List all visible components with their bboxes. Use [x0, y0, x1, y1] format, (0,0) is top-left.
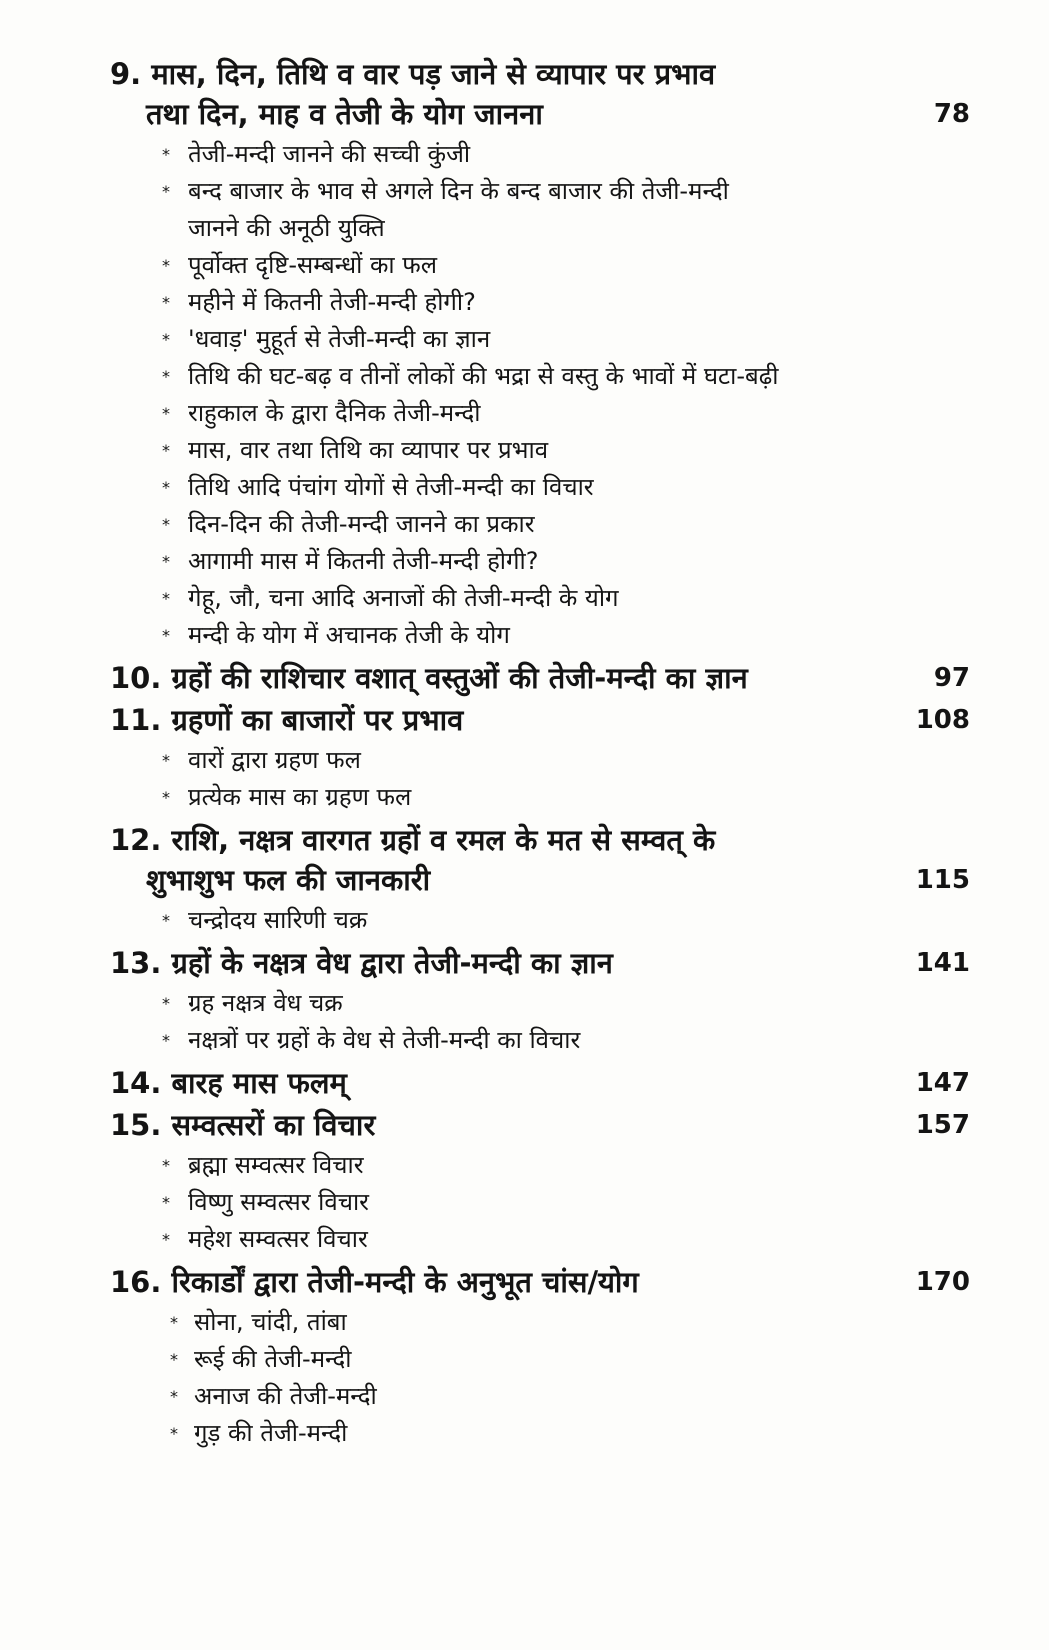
- chapter-number: 13.: [110, 946, 162, 980]
- bullet-star-icon: *: [162, 293, 170, 312]
- chapter-title-line: [110, 943, 970, 983]
- chapter-number: 10.: [110, 661, 162, 695]
- toc-entry: [110, 943, 970, 1059]
- chapter-title-text: बारह मास फलम्: [171, 1066, 347, 1100]
- chapter-heading[interactable]: [110, 943, 970, 983]
- subtopic-item[interactable]: [110, 1022, 970, 1059]
- bullet-star-icon: *: [162, 751, 170, 770]
- subtopic-item[interactable]: [110, 543, 970, 580]
- page-number: 115: [915, 865, 970, 895]
- bullet-star-icon: *: [162, 552, 170, 571]
- subtopic-item[interactable]: [110, 779, 970, 816]
- subtopic-item[interactable]: [110, 902, 970, 939]
- bullet-star-icon: *: [162, 626, 170, 645]
- chapter-number: 12.: [110, 823, 162, 857]
- page-number: 141: [915, 948, 970, 978]
- subtopic-text: गेहू, जौ, चना आदि अनाजों की तेजी-मन्दी के योग: [188, 584, 619, 612]
- subtopic-item[interactable]: [110, 1378, 970, 1415]
- chapter-heading[interactable]: [110, 1105, 970, 1145]
- chapter-title-text: ग्रहों के नक्षत्र वेध द्वारा तेजी-मन्दी का ज्ञान: [171, 946, 613, 980]
- subtopic-item[interactable]: [110, 321, 970, 358]
- subtopic-item[interactable]: [110, 1184, 970, 1221]
- subtopic-text: विष्णु सम्वत्सर विचार: [188, 1188, 370, 1216]
- chapter-number: 16.: [110, 1265, 162, 1299]
- subtopic-list: [110, 902, 970, 939]
- chapter-title-line: [110, 820, 970, 860]
- toc-entry: [110, 700, 970, 816]
- subtopic-item[interactable]: [110, 395, 970, 432]
- toc-entry: [110, 1063, 970, 1103]
- page-number: 108: [915, 705, 970, 735]
- chapter-title-text: राशि, नक्षत्र वारगत ग्रहों व रमल के मत से सम्वत् के: [171, 823, 716, 857]
- bullet-star-icon: *: [162, 788, 170, 807]
- subtopic-text: रूई की तेजी-मन्दी: [194, 1345, 352, 1373]
- bullet-star-icon: *: [162, 441, 170, 460]
- bullet-star-icon: *: [170, 1387, 178, 1406]
- chapter-title-text: सम्वत्सरों का विचार: [171, 1108, 376, 1142]
- subtopic-list: [110, 136, 970, 654]
- subtopic-text: महीने में कितनी तेजी-मन्दी होगी?: [188, 288, 476, 316]
- subtopic-list: [110, 1147, 970, 1258]
- subtopic-text: मन्दी के योग में अचानक तेजी के योग: [188, 621, 510, 649]
- chapter-heading[interactable]: [110, 820, 970, 900]
- chapter-heading[interactable]: [110, 1063, 970, 1103]
- subtopic-item[interactable]: [110, 358, 970, 395]
- table-of-contents: [110, 52, 970, 1456]
- chapter-title-text: शुभाशुभ फल की जानकारी: [146, 863, 431, 897]
- subtopic-text: महेश सम्वत्सर विचार: [188, 1225, 368, 1253]
- subtopic-text: मास, वार तथा तिथि का व्यापार पर प्रभाव: [188, 436, 549, 464]
- chapter-title-text: रिकार्डों द्वारा तेजी-मन्दी के अनुभूत चांस/योग: [171, 1265, 639, 1299]
- chapter-title-text: तथा दिन, माह व तेजी के योग जानना: [146, 97, 543, 131]
- subtopic-text: पूर्वोक्त दृष्टि-सम्बन्धों का फल: [188, 251, 438, 279]
- subtopic-item[interactable]: [110, 1341, 970, 1378]
- subtopic-item[interactable]: [110, 617, 970, 654]
- subtopic-text: राहुकाल के द्वारा दैनिक तेजी-मन्दी: [188, 399, 481, 427]
- subtopic-item[interactable]: [110, 173, 970, 247]
- page-number: 78: [933, 99, 970, 129]
- subtopic-item[interactable]: [110, 136, 970, 173]
- subtopic-list: [110, 985, 970, 1059]
- chapter-title-line: [110, 94, 970, 134]
- chapter-title-text: ग्रहों की राशिचार वशात् वस्तुओं की तेजी-मन्दी का ज्ञान: [171, 661, 748, 695]
- subtopic-item[interactable]: [110, 580, 970, 617]
- chapter-heading[interactable]: [110, 658, 970, 698]
- chapter-heading[interactable]: [110, 700, 970, 740]
- subtopic-text: आगामी मास में कितनी तेजी-मन्दी होगी?: [188, 547, 539, 575]
- subtopic-item[interactable]: [110, 742, 970, 779]
- chapter-title-line: [110, 860, 970, 900]
- page-number: 157: [915, 1110, 970, 1140]
- subtopic-item[interactable]: [110, 1221, 970, 1258]
- subtopic-text: जानने की अनूठी युक्ति: [188, 214, 385, 242]
- subtopic-text: तिथि आदि पंचांग योगों से तेजी-मन्दी का विचार: [188, 473, 594, 501]
- subtopic-list: [110, 1304, 970, 1452]
- subtopic-item[interactable]: [110, 432, 970, 469]
- subtopic-text: गुड़ की तेजी-मन्दी: [194, 1419, 348, 1447]
- subtopic-text: 'धवाड़' मुहूर्त से तेजी-मन्दी का ज्ञान: [188, 325, 491, 353]
- subtopic-text: दिन-दिन की तेजी-मन्दी जानने का प्रकार: [188, 510, 535, 538]
- chapter-heading[interactable]: [110, 54, 970, 134]
- subtopic-item[interactable]: [110, 469, 970, 506]
- page-number: 97: [933, 663, 970, 693]
- bullet-star-icon: *: [162, 994, 170, 1013]
- chapter-title-line: [110, 54, 970, 94]
- subtopic-text: नक्षत्रों पर ग्रहों के वेध से तेजी-मन्दी का विचार: [188, 1026, 581, 1054]
- subtopic-list: [110, 742, 970, 816]
- subtopic-text: सोना, चांदी, तांबा: [194, 1308, 347, 1336]
- bullet-star-icon: *: [162, 1156, 170, 1175]
- page-number: 147: [915, 1068, 970, 1098]
- bullet-star-icon: *: [162, 1031, 170, 1050]
- subtopic-text: वारों द्वारा ग्रहण फल: [188, 746, 361, 774]
- bullet-star-icon: *: [162, 404, 170, 423]
- subtopic-item[interactable]: [110, 284, 970, 321]
- chapter-heading[interactable]: [110, 1262, 970, 1302]
- chapter-number: 14.: [110, 1066, 162, 1100]
- chapter-number: 15.: [110, 1108, 162, 1142]
- bullet-star-icon: *: [162, 911, 170, 930]
- bullet-star-icon: *: [170, 1424, 178, 1443]
- bullet-star-icon: *: [162, 367, 170, 386]
- bullet-star-icon: *: [162, 182, 170, 201]
- bullet-star-icon: *: [162, 330, 170, 349]
- toc-entry: [110, 1105, 970, 1258]
- subtopic-text: तेजी-मन्दी जानने की सच्ची कुंजी: [188, 140, 471, 168]
- chapter-title-text: ग्रहणों का बाजारों पर प्रभाव: [171, 703, 464, 737]
- bullet-star-icon: *: [162, 1193, 170, 1212]
- chapter-title-line: [110, 1262, 970, 1302]
- chapter-title-line: [110, 700, 970, 740]
- subtopic-item[interactable]: [110, 506, 970, 543]
- chapter-number: 11.: [110, 703, 162, 737]
- subtopic-text: अनाज की तेजी-मन्दी: [194, 1382, 377, 1410]
- subtopic-text: बन्द बाजार के भाव से अगले दिन के बन्द बाजार की तेजी-मन्दी: [188, 177, 729, 205]
- subtopic-text: ग्रह नक्षत्र वेध चक्र: [188, 989, 343, 1017]
- bullet-star-icon: *: [162, 145, 170, 164]
- subtopic-text: ब्रह्मा सम्वत्सर विचार: [188, 1151, 364, 1179]
- toc-entry: [110, 658, 970, 698]
- bullet-star-icon: *: [170, 1350, 178, 1369]
- subtopic-item[interactable]: [110, 985, 970, 1022]
- chapter-title-line: [110, 1105, 970, 1145]
- subtopic-item[interactable]: [110, 1304, 970, 1341]
- chapter-title-line: [110, 1063, 970, 1103]
- subtopic-item[interactable]: [110, 1147, 970, 1184]
- chapter-title-text: मास, दिन, तिथि व वार पड़ जाने से व्यापार पर प्रभाव: [151, 57, 716, 91]
- toc-entry: [110, 54, 970, 654]
- toc-entry: [110, 1262, 970, 1452]
- bullet-star-icon: *: [162, 256, 170, 275]
- subtopic-text: प्रत्येक मास का ग्रहण फल: [188, 783, 412, 811]
- bullet-star-icon: *: [162, 478, 170, 497]
- subtopic-text: चन्द्रोदय सारिणी चक्र: [188, 906, 368, 934]
- subtopic-item[interactable]: [110, 247, 970, 284]
- chapter-number: 9.: [110, 57, 142, 91]
- bullet-star-icon: *: [162, 1230, 170, 1249]
- page-number: 170: [915, 1267, 970, 1297]
- bullet-star-icon: *: [162, 589, 170, 608]
- subtopic-text: तिथि की घट-बढ़ व तीनों लोकों की भद्रा से वस्तु के भावों में घटा-बढ़ी: [188, 362, 779, 390]
- subtopic-item[interactable]: [110, 1415, 970, 1452]
- toc-entry: [110, 820, 970, 939]
- chapter-title-line: [110, 658, 970, 698]
- bullet-star-icon: *: [170, 1313, 178, 1332]
- bullet-star-icon: *: [162, 515, 170, 534]
